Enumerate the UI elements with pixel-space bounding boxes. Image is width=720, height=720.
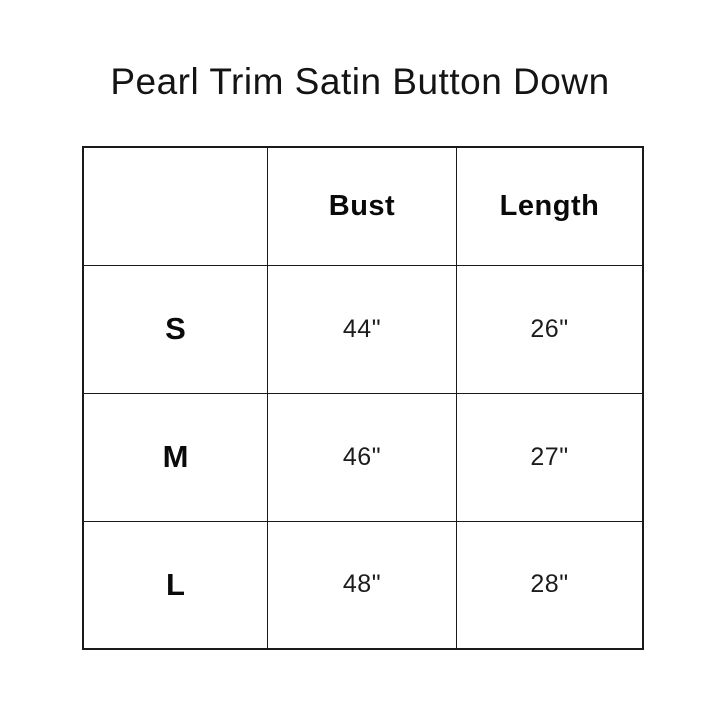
column-header-length: Length (457, 147, 644, 265)
size-label-l: L (83, 521, 268, 649)
bust-value-s: 44" (268, 265, 457, 393)
table-row-m (83, 393, 643, 521)
table-row-l (83, 521, 643, 649)
length-value-l: 28" (457, 521, 644, 649)
size-label-m: M (83, 393, 268, 521)
corner-cell (83, 147, 268, 265)
size-chart-table (82, 146, 644, 650)
length-value-s: 26" (457, 265, 644, 393)
header-row (83, 147, 643, 265)
column-header-bust: Bust (268, 147, 457, 265)
page-title: Pearl Trim Satin Button Down (110, 61, 610, 102)
length-value-m: 27" (457, 393, 644, 521)
bust-value-l: 48" (268, 521, 457, 649)
table-row-s (83, 265, 643, 393)
bust-value-m: 46" (268, 393, 457, 521)
size-label-s: S (83, 265, 268, 393)
